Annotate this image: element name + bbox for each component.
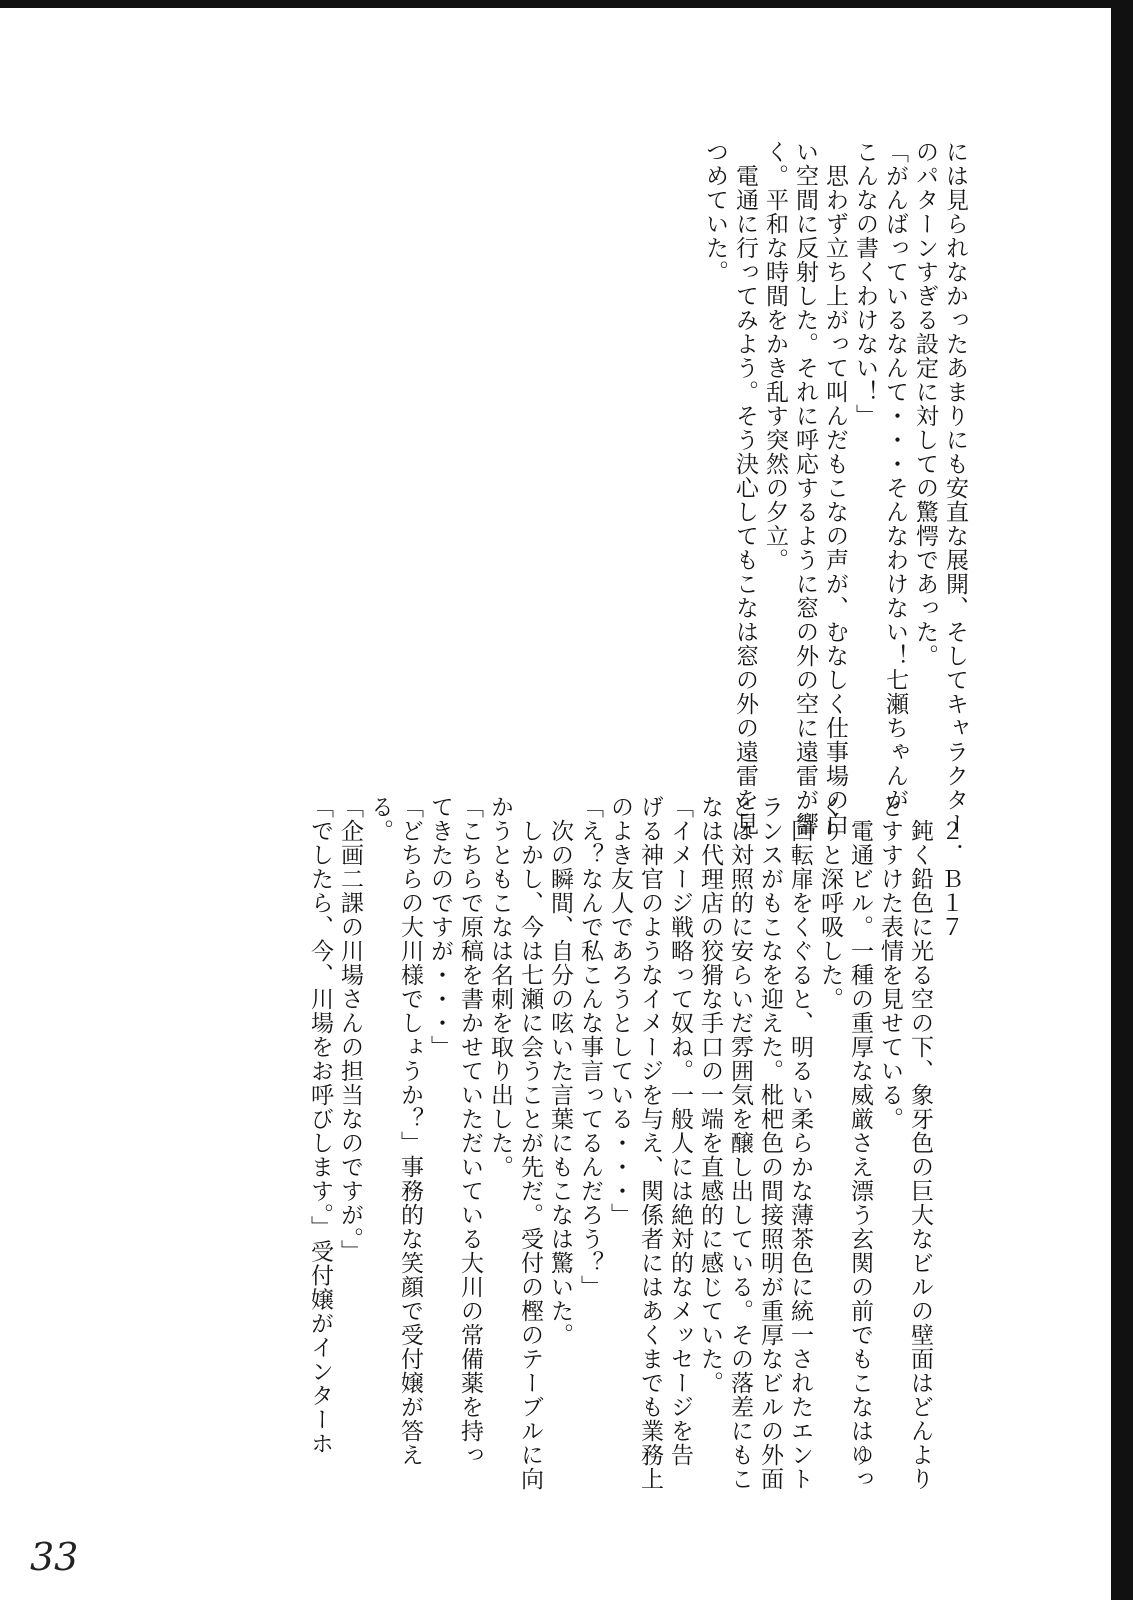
text-column: 電通に行ってみよう。そう決心してもこなは窓の外の遠雷を見	[732, 140, 758, 836]
text-column: げる神官のようなイメージを与え、関係者にはあくまでも業務上	[637, 795, 663, 1491]
text-block-upper	[640, 140, 970, 836]
scan-border-top	[0, 0, 1133, 8]
text-column: とは対照的に安らいだ雰囲気を醸し出している。その落差にもこ	[727, 795, 753, 1491]
text-column: 「企画二課の川場さんの担当なのですが。」	[337, 795, 363, 1264]
text-column: 「こちらで原稿を書かせていただいている大川の常備薬を持っ	[457, 795, 483, 1467]
text-column: 電通ビル。一種の重厚な威厳さえ漂う玄関の前でもこなはゆっ	[847, 795, 873, 1491]
text-column: 回転扉をくぐると、明るい柔らかな薄茶色に統一されたエント	[787, 795, 813, 1491]
text-column: かうともこなは名刺を取り出した。	[487, 795, 513, 1179]
text-column: こんなの書くわけない！」	[852, 140, 878, 428]
text-column: とすすけた表情を見せている。	[877, 795, 903, 1131]
text-column: 「でしたら、今、川場をお呼びします。」受付嬢がインターホ	[307, 795, 333, 1456]
text-column: ランスがもこなを迎えた。枇杷色の間接照明が重厚なビルの外面	[757, 795, 783, 1491]
text-column: には見られなかったあまりにも安直な展開、そしてキャラクター	[942, 140, 968, 836]
section-heading: ２．Ｂ１７	[937, 795, 963, 939]
text-column: く。平和な時間をかき乱す突然の夕立。	[762, 140, 788, 572]
text-column: くりと深呼吸した。	[817, 795, 843, 1011]
text-column: 「え？なんで私こんな事言ってるんだろう？」	[577, 795, 603, 1299]
text-column: 「イメージ戦略って奴ね。一般人には絶対的なメッセージを告	[667, 795, 693, 1467]
text-column: 「がんばっているなんて・・・そんなわけない！七瀬ちゃんが	[882, 140, 908, 812]
text-column: しかし、今は七瀬に会うことが先だ。受付の樫のテーブルに向	[517, 795, 543, 1491]
text-block-lower	[225, 795, 965, 1495]
text-column: 次の瞬間、自分の呟いた言葉にもこなは驚いた。	[547, 795, 573, 1347]
text-column: てきたのですが・・・」	[427, 795, 453, 1059]
text-column: のよき友人であろうとしている・・・」	[607, 795, 633, 1227]
text-column: 鈍く鉛色に光る空の下、象牙色の巨大なビルの壁面はどんより	[907, 795, 933, 1491]
text-column: る。	[367, 795, 393, 843]
text-column: なは代理店の狡猾な手口の一端を直感的に感じていた。	[697, 795, 723, 1395]
text-column: 「どちらの大川様でしょうか？」事務的な笑顔で受付嬢が答え	[397, 795, 423, 1467]
text-column: つめていた。	[702, 140, 728, 284]
text-column: い空間に反射した。それに呼応するように窓の外の空に遠雷が響	[792, 140, 818, 836]
page-number: 33	[30, 1535, 79, 1579]
text-column: 思わず立ち上がって叫んだもこなの声が、むなしく仕事場の白	[822, 140, 848, 836]
text-column: のパターンすぎる設定に対しての驚愕であった。	[912, 140, 938, 668]
scan-border-right	[1111, 0, 1133, 1600]
